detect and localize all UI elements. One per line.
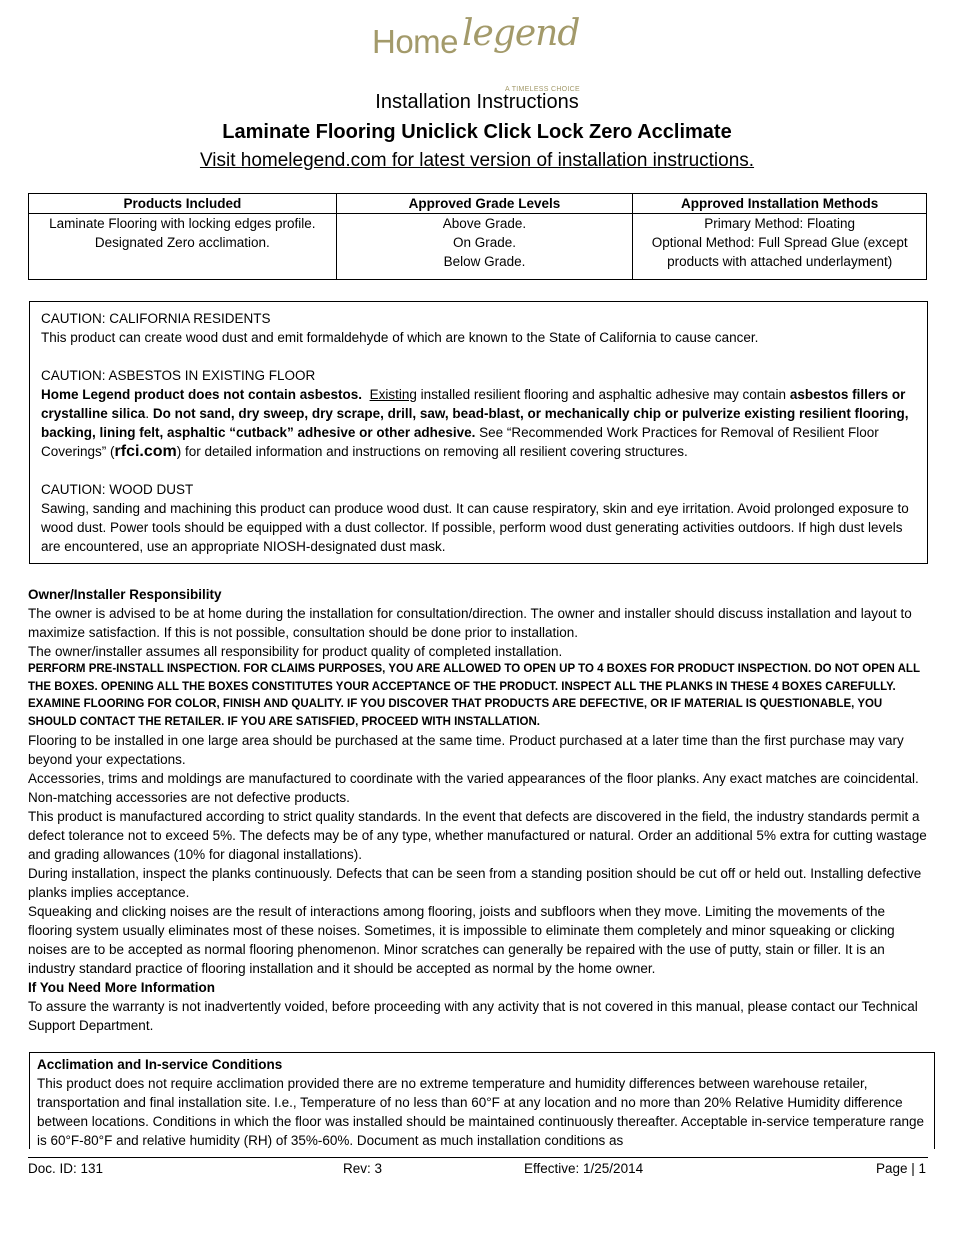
caution-asbestos-text	[41, 385, 916, 461]
caution-wood-dust-text: Sawing, sanding and machining this product can produce wood dust. It can cause respiratory, skin and eye irritation. Avoid prolonged exposure to wood dust. Power tools should be equipped with a dust collector. If possible, perform wood dust generating activities outdoors. If high dust levels are encountered, use an appropriate NIOSH-designated dust mask.	[41, 501, 909, 554]
footer-revision: Rev: 3	[343, 1161, 383, 1176]
page-title: Laminate Flooring Uniclick Click Lock Zero Acclimate	[222, 121, 732, 143]
product-info-table	[28, 193, 927, 280]
page-subtitle: Installation Instructions	[375, 91, 579, 113]
table-header-products: Products Included	[29, 194, 337, 214]
asbestos-bold-1: Home Legend product does not contain asbestos.	[41, 387, 363, 402]
acclimation-text: This product does not require acclimation provided there are no extreme temperature and humidity differences between warehouse retailer, transportation and final installation site. I.e., Temperature of no less than 60°F at any location and no more than 20% Relative Humidity difference between locations. Conditions in which the floor was installed should be maintained continuously thereafter. Acceptable in-service temperature range is 60°F-80°F and relative humidity (RH) of 35%-60%. Document as much installation conditions as	[37, 1076, 925, 1148]
rfci-link[interactable]: rfci.com	[114, 443, 177, 460]
asbestos-bold-3: Do not sand, dry sweep, dry scrape, drill, saw, bead-blast, or mechanically chip or pulverize existing resilient flooring, backing, lining felt, asphaltic “cutback” adhesive or other adhesive.	[41, 406, 909, 440]
table-header-methods: Approved Installation Methods	[633, 194, 927, 214]
visit-website-link[interactable]: Visit homelegend.com for latest version of installation instructions.	[199, 150, 755, 171]
more-info-heading: If You Need More Information	[28, 980, 216, 995]
paragraph: The owner is advised to be at home during the installation for consultation/direction. The owner and installer should discuss installation and layout to maximize satisfaction. If this is not possible, consultation should be done prior to installation.	[28, 606, 912, 640]
asbestos-space	[362, 387, 370, 402]
caution-wood-dust-title: CAUTION: WOOD DUST	[41, 482, 194, 497]
footer-doc-id: Doc. ID: 131	[28, 1161, 104, 1176]
asbestos-text-3: See “Recommended Work Practices for Removal of Resilient Floor Coverings” (	[41, 425, 879, 459]
asbestos-text-1: installed resilient flooring and asphaltic adhesive may contain	[416, 387, 790, 402]
caution-california-text: This product can create wood dust and emit formaldehyde of which are known to the State of California to cause cancer.	[41, 330, 759, 345]
asbestos-text-4: ) for detailed information and instructions on removing all resilient covering structures.	[176, 444, 688, 459]
paragraph: Squeaking and clicking noises are the result of interactions among flooring, joists and subfloors when they move. Limiting the movements of the flooring system usually eliminates most of these noises. Sometimes, it is impossible to eliminate them completely and minor squeaking or clicking noises are to be accepted as normal flooring phenomenon. Minor scratches can generally be repaired with the use of putty, stain or filler. It is an industry standard practice of flooring installation and it should be accepted as normal by the home owner.	[28, 904, 895, 976]
asbestos-text-2: .	[145, 406, 153, 421]
paragraph: Accessories, trims and moldings are manufactured to coordinate with the varied appearances of the floor planks. Any exact matches are coincidental. Non-matching accessories are not defective products.	[28, 771, 919, 805]
acclimation-heading: Acclimation and In-service Conditions	[37, 1057, 283, 1072]
logo-home-text: Home	[372, 23, 459, 60]
table-cell-products: Laminate Flooring with locking edges profile. Designated Zero acclimation.	[29, 214, 337, 280]
asbestos-existing: Existing	[369, 387, 417, 402]
table-row	[29, 214, 927, 280]
acclimation-box	[29, 1052, 935, 1149]
caution-box	[29, 301, 928, 564]
footer-effective-date: Effective: 1/25/2014	[524, 1161, 644, 1176]
logo-tagline: A TIMELESS CHOICE	[505, 86, 580, 93]
paragraph: The owner/installer assumes all responsibility for product quality of completed installation.	[28, 644, 563, 659]
inspection-notice: PERFORM PRE-INSTALL INSPECTION. FOR CLAIMS PURPOSES, YOU ARE ALLOWED TO OPEN UP TO 4 BOXES FOR PRODUCT INSPECTION. DO NOT OPEN ALL THE BOXES. OPENING ALL THE BOXES CONSTITUTES YOUR ACCEPTANCE OF THE PRODUCT. INSPECT ALL THE PLANKS IN THESE 4 BOXES CAREFULLY. EXAMINE FLOORING FOR COLOR, FINISH AND QUALITY. IF YOU DISCOVER THAT PRODUCTS ARE DEFECTIVE, OR IF MATERIAL IS QUESTIONABLE, YOU SHOULD CONTACT THE RETAILER. IF YOU ARE SATISFIED, PROCEED WITH INSTALLATION.	[28, 663, 920, 728]
table-cell-grade-levels: Above Grade. On Grade. Below Grade.	[336, 214, 633, 280]
footer-page-number: Page | 1	[875, 1161, 926, 1176]
caution-asbestos-title: CAUTION: ASBESTOS IN EXISTING FLOOR	[41, 368, 316, 383]
table-cell-methods: Primary Method: Floating Optional Method: Full Spread Glue (except products with attached underlayment)	[633, 214, 927, 280]
paragraph: Flooring to be installed in one large area should be purchased at the same time. Product purchased at a later time than the first purchase may vary beyond your expectations.	[28, 733, 904, 767]
caution-california-title: CAUTION: CALIFORNIA RESIDENTS	[41, 311, 271, 326]
more-info-text: To assure the warranty is not inadvertently voided, before proceeding with any activity that is not covered in this manual, please contact our Technical Support Department.	[28, 999, 918, 1033]
home-legend-logo	[372, 13, 582, 94]
table-header-row	[29, 194, 927, 214]
paragraph: This product is manufactured according to strict quality standards. In the event that defects are discovered in the field, the industry standards permit a defect tolerance not to exceed 5%. The defects may be of any type, whether manufactured or natural. Order an additional 5% extra for cutting wastage and grading allowances (10% for diagonal installations).	[28, 809, 927, 862]
responsibility-heading: Owner/Installer Responsibility	[28, 587, 222, 602]
paragraph: During installation, inspect the planks continuously. Defects that can be seen from a standing position should be cut off or held out. Installing defective planks implies acceptance.	[28, 866, 922, 900]
footer-divider	[28, 1157, 928, 1158]
responsibility-section	[28, 585, 928, 1035]
logo-legend-text: legend	[462, 13, 580, 54]
table-header-grade-levels: Approved Grade Levels	[336, 194, 633, 214]
asbestos-bold-2: asbestos fillers or crystalline silica	[41, 387, 906, 421]
